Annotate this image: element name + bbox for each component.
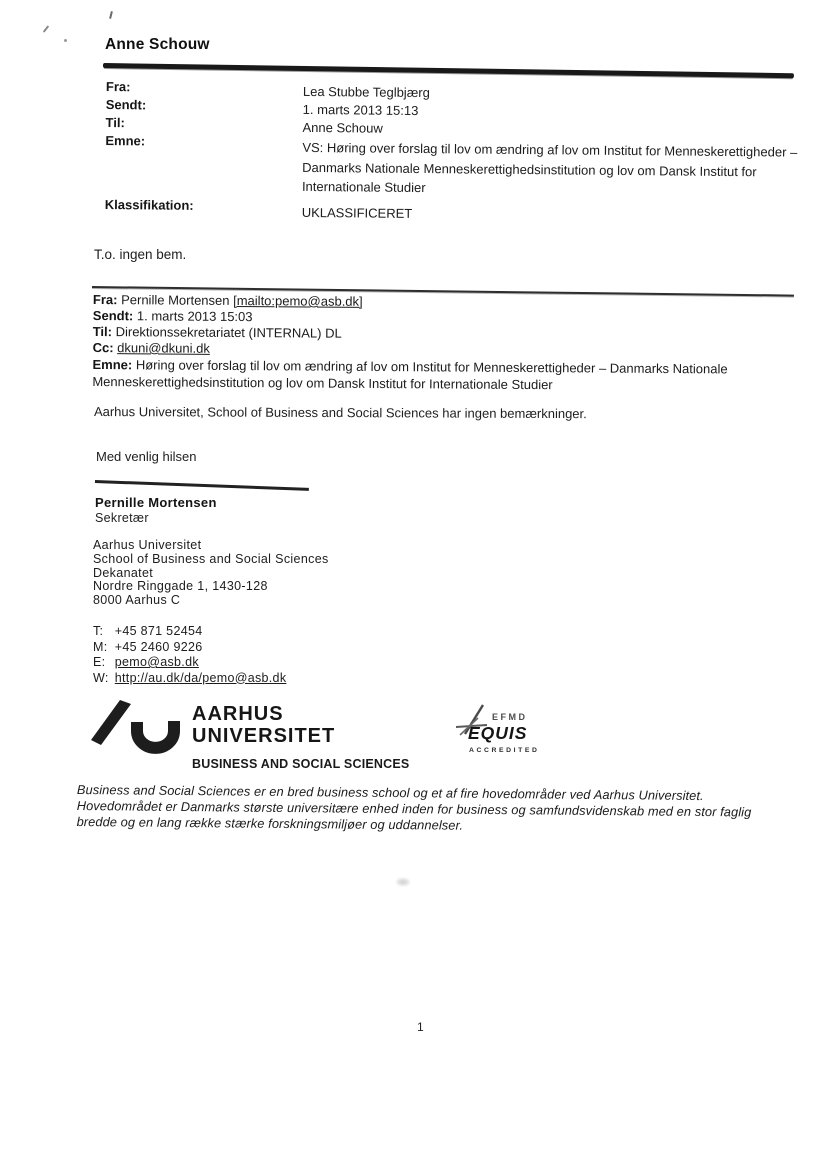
email-link[interactable]: pemo@asb.dk: [114, 655, 199, 669]
phone-line: [93, 624, 286, 640]
phone-value: +45 871 52454: [114, 624, 203, 638]
body-message: Aarhus Universitet, School of Business and Social Sciences har ingen bemærkninger.: [93, 404, 587, 422]
email-label: E:: [93, 655, 106, 669]
mobile-value: +45 2460 9226: [114, 639, 203, 654]
mailto-link[interactable]: [mailto:pemo@asb.dk]: [233, 292, 363, 309]
signature-name: Pernille Mortensen: [95, 495, 217, 510]
sendt-value: 1. marts 2013 15:03: [136, 308, 253, 325]
cc-label: Cc:: [92, 339, 114, 356]
efmd-label: EFMD: [492, 712, 528, 722]
emne-label: Emne:: [105, 133, 146, 149]
closing-salutation: Med venlig hilsen: [96, 449, 197, 464]
signature-title: Sekretær: [95, 511, 149, 525]
equis-label: EQUIS: [468, 723, 528, 743]
emne-label: Emne:: [92, 356, 133, 373]
handling-note: T.o. ingen bem.: [94, 247, 187, 262]
sendt-label: Sendt:: [92, 307, 134, 324]
til-line: [93, 324, 342, 341]
fra-name: Pernille Mortensen: [121, 292, 230, 308]
fra-label: Fra:: [105, 79, 131, 95]
mobile-line: [93, 640, 286, 656]
page-number: 1: [417, 1020, 424, 1034]
org-line: Nordre Ringgade 1, 1430-128: [93, 579, 268, 594]
sendt-label: Sendt:: [105, 97, 147, 113]
scan-smudge: [396, 878, 410, 886]
org-line: School of Business and Social Sciences: [93, 551, 329, 566]
signature-contact-block: [93, 624, 286, 686]
signature-org-block: [93, 539, 329, 608]
signature-rule: [95, 480, 309, 490]
til-label: Til:: [105, 115, 125, 131]
org-line: Aarhus Universitet: [93, 538, 202, 552]
cc-line: [93, 340, 210, 356]
emne-line: [92, 357, 799, 395]
mobile-label: M:: [93, 639, 108, 654]
au-logo-text-line2: UNIVERSITET: [192, 725, 336, 747]
web-link[interactable]: http://au.dk/da/pemo@asb.dk: [114, 670, 287, 685]
fra-label: Fra:: [92, 292, 118, 308]
footer-about-text: Business and Social Sciences er en bred business school og et af fire hovedområder ved Aarhus Universitet. Hovedområdet er Danmarks største universitære enhed inden for business og samfundsvidenskab med en stor faglig bredde og en lang række stærke forskningsmiljøer og uddannelser.: [76, 782, 752, 834]
recipient-name: Anne Schouw: [105, 36, 210, 53]
klassifikation-label: Klassifikation:: [104, 197, 194, 213]
til-label: Til:: [92, 323, 113, 340]
fra-value: Lea Stubbe Teglbjærg: [302, 83, 430, 101]
fra-line: [93, 292, 363, 309]
sendt-line: [93, 308, 253, 324]
email-line: [93, 655, 286, 671]
au-logo-text-line1: AARHUS: [192, 703, 284, 725]
accredited-label: ACCREDITED: [469, 747, 540, 754]
equis-accreditation-logo: [454, 702, 544, 760]
emne-value: Høring over forslag til lov om ændring af lov om Institut for Menneskerettigheder – Danmarks Nationale Menneskerettighedsinstitution og lov om Dansk Institut for Internationale Studier: [92, 357, 728, 392]
web-line: [93, 671, 286, 687]
til-value: Direktionssekretariatet (INTERNAL) DL: [115, 324, 342, 341]
aarhus-university-logo-icon: [84, 698, 192, 763]
sendt-value: 1. marts 2013 15:13: [302, 101, 419, 119]
klassifikation-value: UKLASSIFICERET: [301, 204, 413, 221]
web-label: W:: [93, 670, 109, 685]
au-logo-text-line3: BUSINESS AND SOCIAL SCIENCES: [192, 757, 410, 771]
cc-link[interactable]: dkuni@dkuni.dk: [117, 340, 210, 356]
phone-label: T:: [93, 624, 104, 638]
emne-value: VS: Høring over forslag til lov om ændring af lov om Institut for Menneskerettigheder – Danmarks Nationale Menneskerettighedsinstitution og lov om Dansk Institut for Internationale Studier: [301, 139, 798, 196]
til-value: Anne Schouw: [302, 119, 383, 136]
org-line: Dekanatet: [93, 565, 154, 580]
org-line: 8000 Aarhus C: [93, 593, 181, 608]
